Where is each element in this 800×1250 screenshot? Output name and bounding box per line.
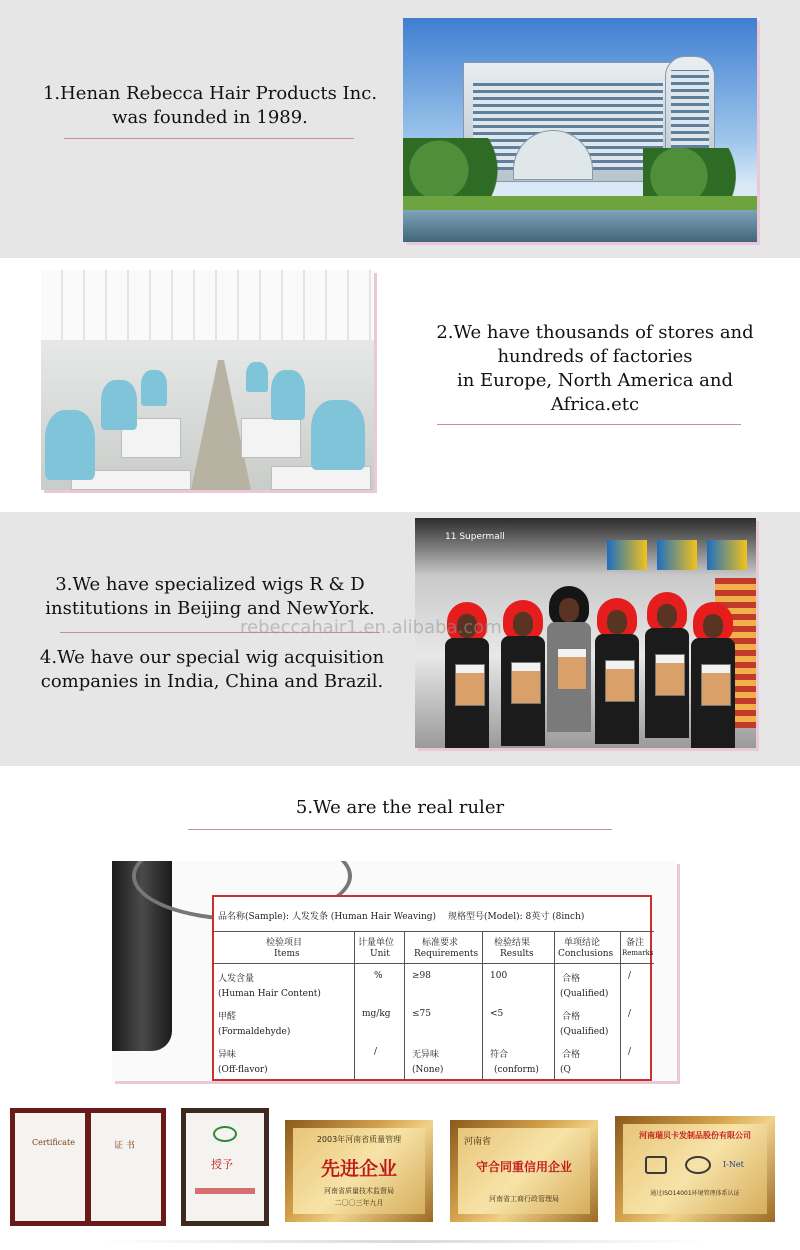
report-table [212, 895, 652, 1081]
plaque-4-top: 河南省 [464, 1137, 492, 1147]
stores-caption-line1: 2.We have thousands of stores and [436, 322, 754, 343]
plaque-4-main: 守合同重信用企业 [475, 1160, 572, 1174]
table-cell: 合格 [562, 974, 581, 984]
table-cell: / [374, 1047, 378, 1057]
bottom-shadow [100, 1240, 710, 1243]
stores-caption-line3: in Europe, North America and [456, 370, 734, 391]
stores-caption [420, 321, 770, 417]
table-row: 异味 [218, 1050, 237, 1060]
report-header-remarks-en: Remarks [622, 949, 654, 957]
table-cell: (None) [412, 1065, 444, 1075]
report-sample-label: 品名称(Sample): 人发发条 (Human Hair Weaving) [218, 912, 437, 922]
ruler-heading: 5.We are the real ruler [295, 797, 505, 818]
report-header-req: 标准要求 [422, 938, 459, 948]
report-header-unit: 计量单位 [358, 938, 395, 948]
table-cell: (Qualified) [560, 989, 609, 999]
table-cell: 符合 [490, 1050, 509, 1060]
plaque-3-main: 先进企业 [320, 1158, 397, 1180]
plaque-3-issuer: 河南省质量技术监督局 [324, 1187, 394, 1195]
certificate-4 [450, 1120, 598, 1222]
certificate-2 [181, 1108, 269, 1226]
table-cell: / [628, 1009, 632, 1019]
plaque-3-year: 2003年河南省质量管理 [316, 1135, 402, 1144]
report-header-unit-en: Unit [370, 949, 390, 959]
table-cell: / [628, 1047, 632, 1057]
report-header-results-en: Results [500, 949, 534, 959]
rd-caption [20, 573, 400, 621]
report-header-items-en: Items [274, 949, 300, 959]
watermark: rebeccahair1.en.alibaba.com [240, 617, 502, 638]
report-header-items: 检验项目 [266, 938, 303, 948]
factory-photo [41, 270, 374, 490]
table-cell: % [374, 971, 383, 981]
table-cell: <5 [490, 1009, 504, 1019]
stores-caption-line4: Africa.etc [550, 394, 640, 415]
founding-caption-line2: was founded in 1989. [112, 107, 308, 128]
rd-caption-line2: institutions in Beijing and NewYork. [45, 598, 375, 619]
report-header-concl-en: Conclusions [558, 949, 614, 959]
report-header-remarks: 备注 [626, 938, 645, 948]
stores-caption-line2: hundreds of factories [497, 346, 693, 367]
table-cell: 无异味 [412, 1050, 440, 1060]
acquisition-caption-line1: 4.We have our special wig acquisition [39, 647, 385, 668]
table-cell: (Human Hair Content) [218, 989, 321, 999]
table-cell: 100 [490, 971, 508, 981]
plaque-5-badge: I-Net [723, 1160, 744, 1169]
certificate-1 [10, 1108, 166, 1226]
certificate-1-right-title: 证 书 [114, 1141, 135, 1151]
table-row: 人发含量 [218, 974, 255, 984]
report-header-concl: 单项结论 [564, 938, 601, 948]
table-row: 甲醛 [218, 1012, 237, 1022]
report-header-req-en: Requirements [414, 949, 479, 959]
certificate-5 [615, 1116, 775, 1222]
certificate-3 [285, 1120, 433, 1222]
plaque-3-date: 二〇〇三年九月 [334, 1199, 384, 1207]
table-cell: (Off-flavor) [218, 1065, 268, 1075]
table-cell: (conform) [494, 1065, 539, 1075]
report-header-results: 检验结果 [494, 938, 531, 948]
certificate-2-text: 授予 [211, 1158, 233, 1171]
founding-divider [64, 138, 354, 139]
plaque-5-line: 通过ISO14001环境管理体系认证 [650, 1190, 740, 1197]
test-report-photo [112, 861, 677, 1081]
founding-caption-line1: 1.Henan Rebecca Hair Products Inc. [42, 83, 378, 104]
founding-caption [30, 82, 390, 130]
table-cell: 合格 [562, 1012, 581, 1022]
headquarters-photo [403, 18, 757, 242]
table-cell: (Formaldehyde) [218, 1027, 291, 1037]
table-cell: 合格 [562, 1050, 581, 1060]
certificate-1-left-title: Certificate [32, 1138, 75, 1147]
booth-label: 11 Supermall [445, 532, 505, 542]
rd-caption-line1: 3.We have specialized wigs R & D [55, 574, 365, 595]
acquisition-caption [14, 646, 410, 694]
table-cell: / [628, 971, 632, 981]
stores-divider [437, 424, 741, 425]
report-model-label: 规格型号(Model): 8英寸 (8inch) [448, 912, 585, 922]
table-cell: ≥98 [412, 971, 431, 981]
plaque-5-company: 河南瑞贝卡发制品股份有限公司 [639, 1131, 751, 1140]
ruler-divider [188, 829, 612, 830]
table-cell: (Q [560, 1065, 571, 1075]
table-cell: ≤75 [412, 1009, 431, 1019]
plaque-4-issuer: 河南省工商行政管理局 [489, 1195, 559, 1203]
acquisition-caption-line2: companies in India, China and Brazil. [40, 671, 384, 692]
table-cell: (Qualified) [560, 1027, 609, 1037]
table-cell: mg/kg [362, 1009, 391, 1019]
